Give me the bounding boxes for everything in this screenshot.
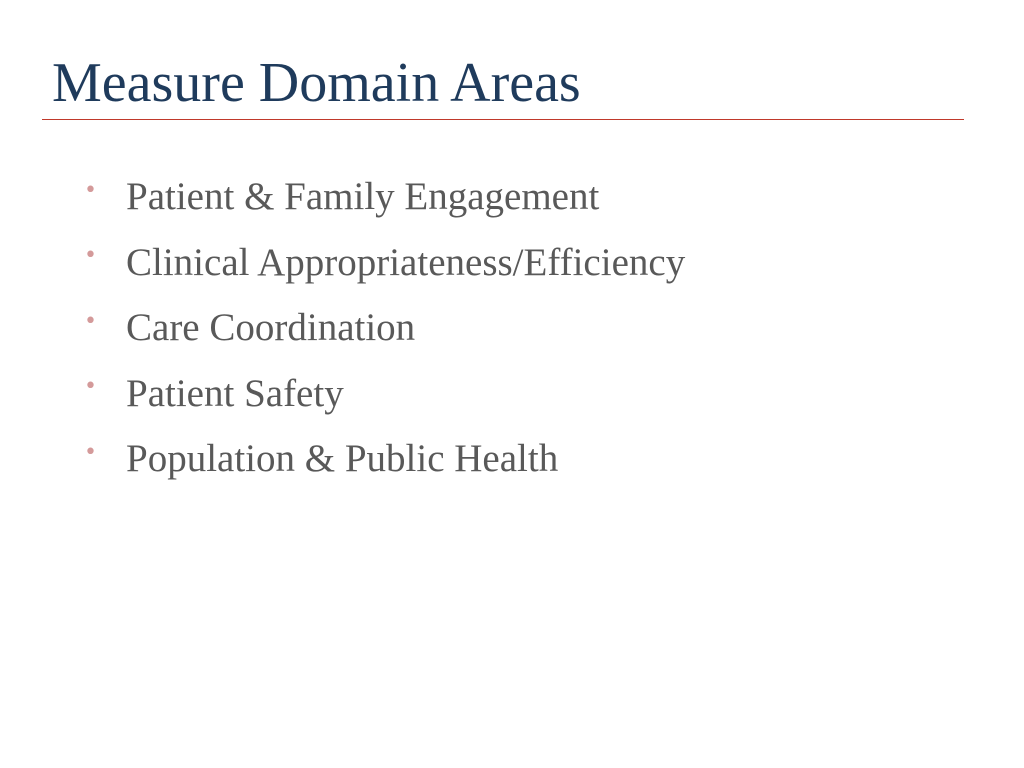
bullet-icon: • (84, 308, 97, 334)
list-item (84, 361, 685, 427)
bullet-text: Patient Safety (126, 371, 344, 415)
bullet-text: Patient & Family Engagement (126, 175, 600, 219)
bullet-text: Population & Public Health (126, 437, 559, 481)
list-item (84, 426, 685, 492)
list-item (84, 230, 685, 296)
list-item (84, 164, 685, 230)
bullet-icon: • (84, 439, 97, 465)
bullet-text: Clinical Appropriateness/Efficiency (126, 240, 686, 284)
bullet-text: Care Coordination (126, 306, 416, 350)
list-item (84, 295, 685, 361)
bullet-icon: • (84, 374, 97, 400)
title-divider (42, 119, 964, 120)
slide-title: Measure Domain Areas (52, 52, 581, 114)
bullet-icon: • (84, 243, 97, 269)
bullet-list (84, 164, 685, 492)
bullet-icon: • (84, 177, 97, 203)
